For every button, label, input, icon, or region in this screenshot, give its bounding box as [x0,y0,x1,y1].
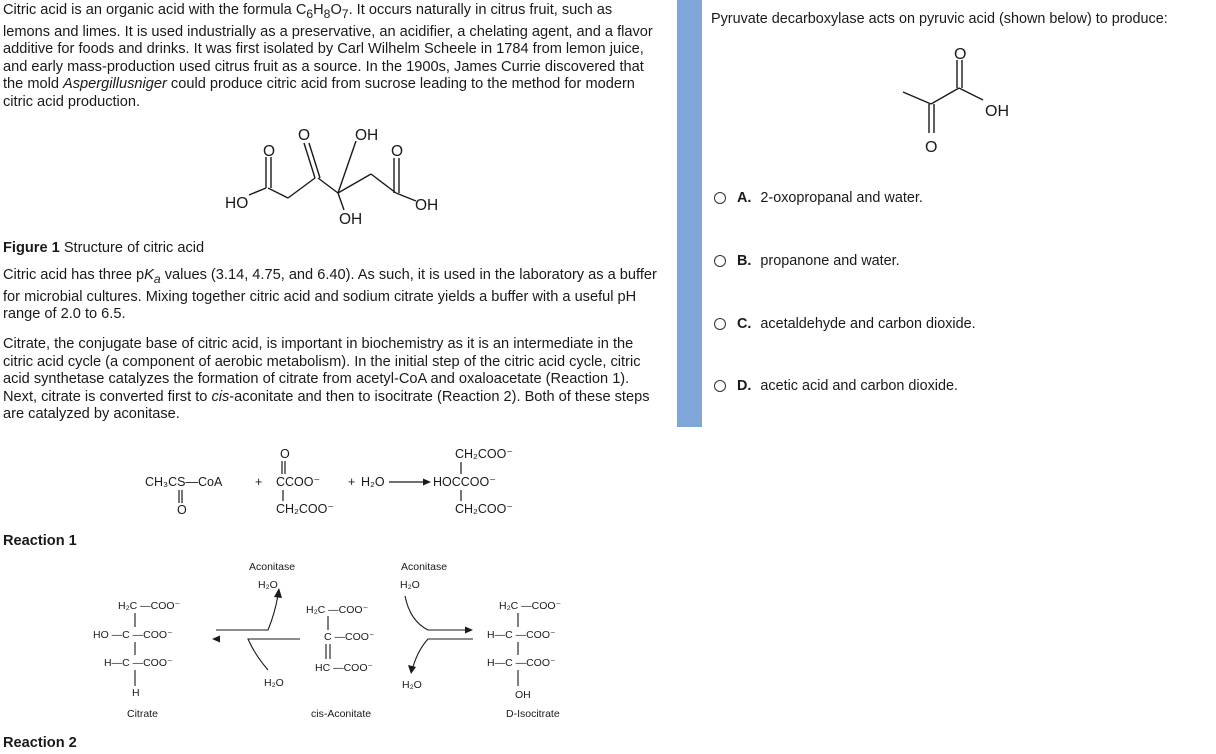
option-text: acetaldehyde and carbon dioxide. [760,316,976,332]
citric-acid-structure [216,118,476,230]
radio-button-b[interactable] [714,255,726,267]
pyruvic-atom-o-bottom: O [925,139,938,156]
atom-oh-bottom: OH [339,211,363,228]
atom-oh-right: OH [415,197,439,214]
citrate-bottom: CH₂COO⁻ [455,502,513,516]
aconitate-row-3: HC —COO⁻ [315,662,374,674]
passage-paragraph-2: Citric acid has three $pK_a$ values (3.14, 4.75, and 6.40). As such, it is used in the laboratory as a buffer for microbial cultures. Mixing together citric acid and sodium citrate yields a buffer with a useful pH range of 2.0 to 6.5. [3,267,657,323]
citrate-name: Citrate [127,708,158,720]
citrate-row-1: H₂C —COO⁻ [118,600,181,612]
answer-option-a[interactable] [714,189,923,207]
aconitate-row-2: C —COO⁻ [324,631,375,643]
option-text: propanone and water. [760,253,900,269]
reaction-2-scheme [88,555,588,727]
reaction-1-scheme [143,443,543,523]
acetyl-coa: CH₃CS—CoA [145,475,223,489]
water-left-top: H₂O [258,579,278,591]
reaction-2-label: Reaction 2 [3,735,77,751]
atom-oh-top: OH [355,127,379,144]
question-stem: Pyruvate decarboxylase acts on pyruvic acid (shown below) to produce: [711,11,1168,27]
acetyl-carbonyl-o: O [177,503,187,517]
reaction-1-label: Reaction 1 [3,533,77,549]
enzyme-right: Aconitase [401,561,448,573]
mold-name: Aspergillusniger [63,76,167,93]
citrate-row-2: HO —C —COO⁻ [93,629,173,641]
radio-button-d[interactable] [714,380,726,392]
oxalo-carbonyl-o: O [280,447,290,461]
oxaloacetate-top: CCOO⁻ [276,475,321,489]
answer-option-b[interactable] [714,252,900,270]
citrate-row-4: H [132,687,140,699]
figure-1-caption: Figure 1 Structure of citric acid [3,240,205,256]
aconitate-name: cis-Aconitate [311,708,372,720]
isocitrate-row-2: H—C —COO⁻ [487,629,556,641]
passage-paragraph-1: Citric acid is an organic acid with the formula $C_6H_8O_7$. It occurs naturally in citrus fruit, such as lemons and limes. It is used industrially as a preservative, an acidifier, a chelating agent, and a flavor additive for foods and drinks. It was first isolated by Carl Wilhelm Scheele in 1784 from lemon juice, and early mass-production used citrus fruit as a source. In the 1900s, James Currie discovered that the mold Aspergillusniger could produce citric acid from sucrose leading to the method for modern citric acid production. [3,2,653,110]
water: H₂O [361,475,385,489]
plus-sign: + [348,475,356,489]
answer-option-d[interactable] [714,377,958,395]
enzyme-left: Aconitase [249,561,296,573]
citrate-top: CH₂COO⁻ [455,447,513,461]
plus-sign: + [255,475,263,489]
panel-divider [677,0,702,427]
option-letter: B. [737,253,752,269]
formula: $C_6H_8O_7$ [295,2,349,21]
aconitate-row-1: H₂C —COO⁻ [306,604,369,616]
option-text: acetic acid and carbon dioxide. [760,378,959,394]
pyruvic-atom-o-top: O [954,46,967,63]
passage-paragraph-3: Citrate, the conjugate base of citric acid, is important in biochemistry as it is an intermediate in the citric acid cycle (a component of aerobic metabolism). In the initial step of the citric acid cycle, citric acid synthetase catalyzes the formation of citrate from acetyl-CoA and oxaloacetate (Reaction 1). Next, citrate is converted first to cis-aconitate and then to isocitrate (Reaction 2). Both of these steps are catalyzed by aconitase. [3,336,650,423]
oxaloacetate-bottom: CH₂COO⁻ [276,502,334,516]
water-right-bottom: H₂O [402,679,422,691]
pyruvic-acid-structure [895,40,1035,160]
citrate-mid: HOCCOO⁻ [433,475,496,489]
pyruvic-atom-oh: OH [985,103,1009,120]
isocitrate-name: D-Isocitrate [506,708,560,720]
radio-button-a[interactable] [714,192,726,204]
option-letter: A. [737,190,752,206]
option-letter: C. [737,316,752,332]
citrate-row-3: H—C —COO⁻ [104,657,173,669]
radio-button-c[interactable] [714,318,726,330]
isocitrate-row-4: OH [515,689,531,701]
answer-option-c[interactable] [714,315,976,333]
atom-o-mid: O [298,127,311,144]
atom-o-right: O [391,143,404,160]
option-letter: D. [737,378,752,394]
reading-passage [3,0,668,754]
atom-ho-left: HO [225,195,249,212]
isocitrate-row-3: H—C —COO⁻ [487,657,556,669]
atom-o-left: O [263,143,276,160]
isocitrate-row-1: H₂C —COO⁻ [499,600,562,612]
option-text: 2-oxopropanal and water. [760,190,923,206]
water-right-top: H₂O [400,579,420,591]
water-left-bottom: H₂O [264,677,284,689]
